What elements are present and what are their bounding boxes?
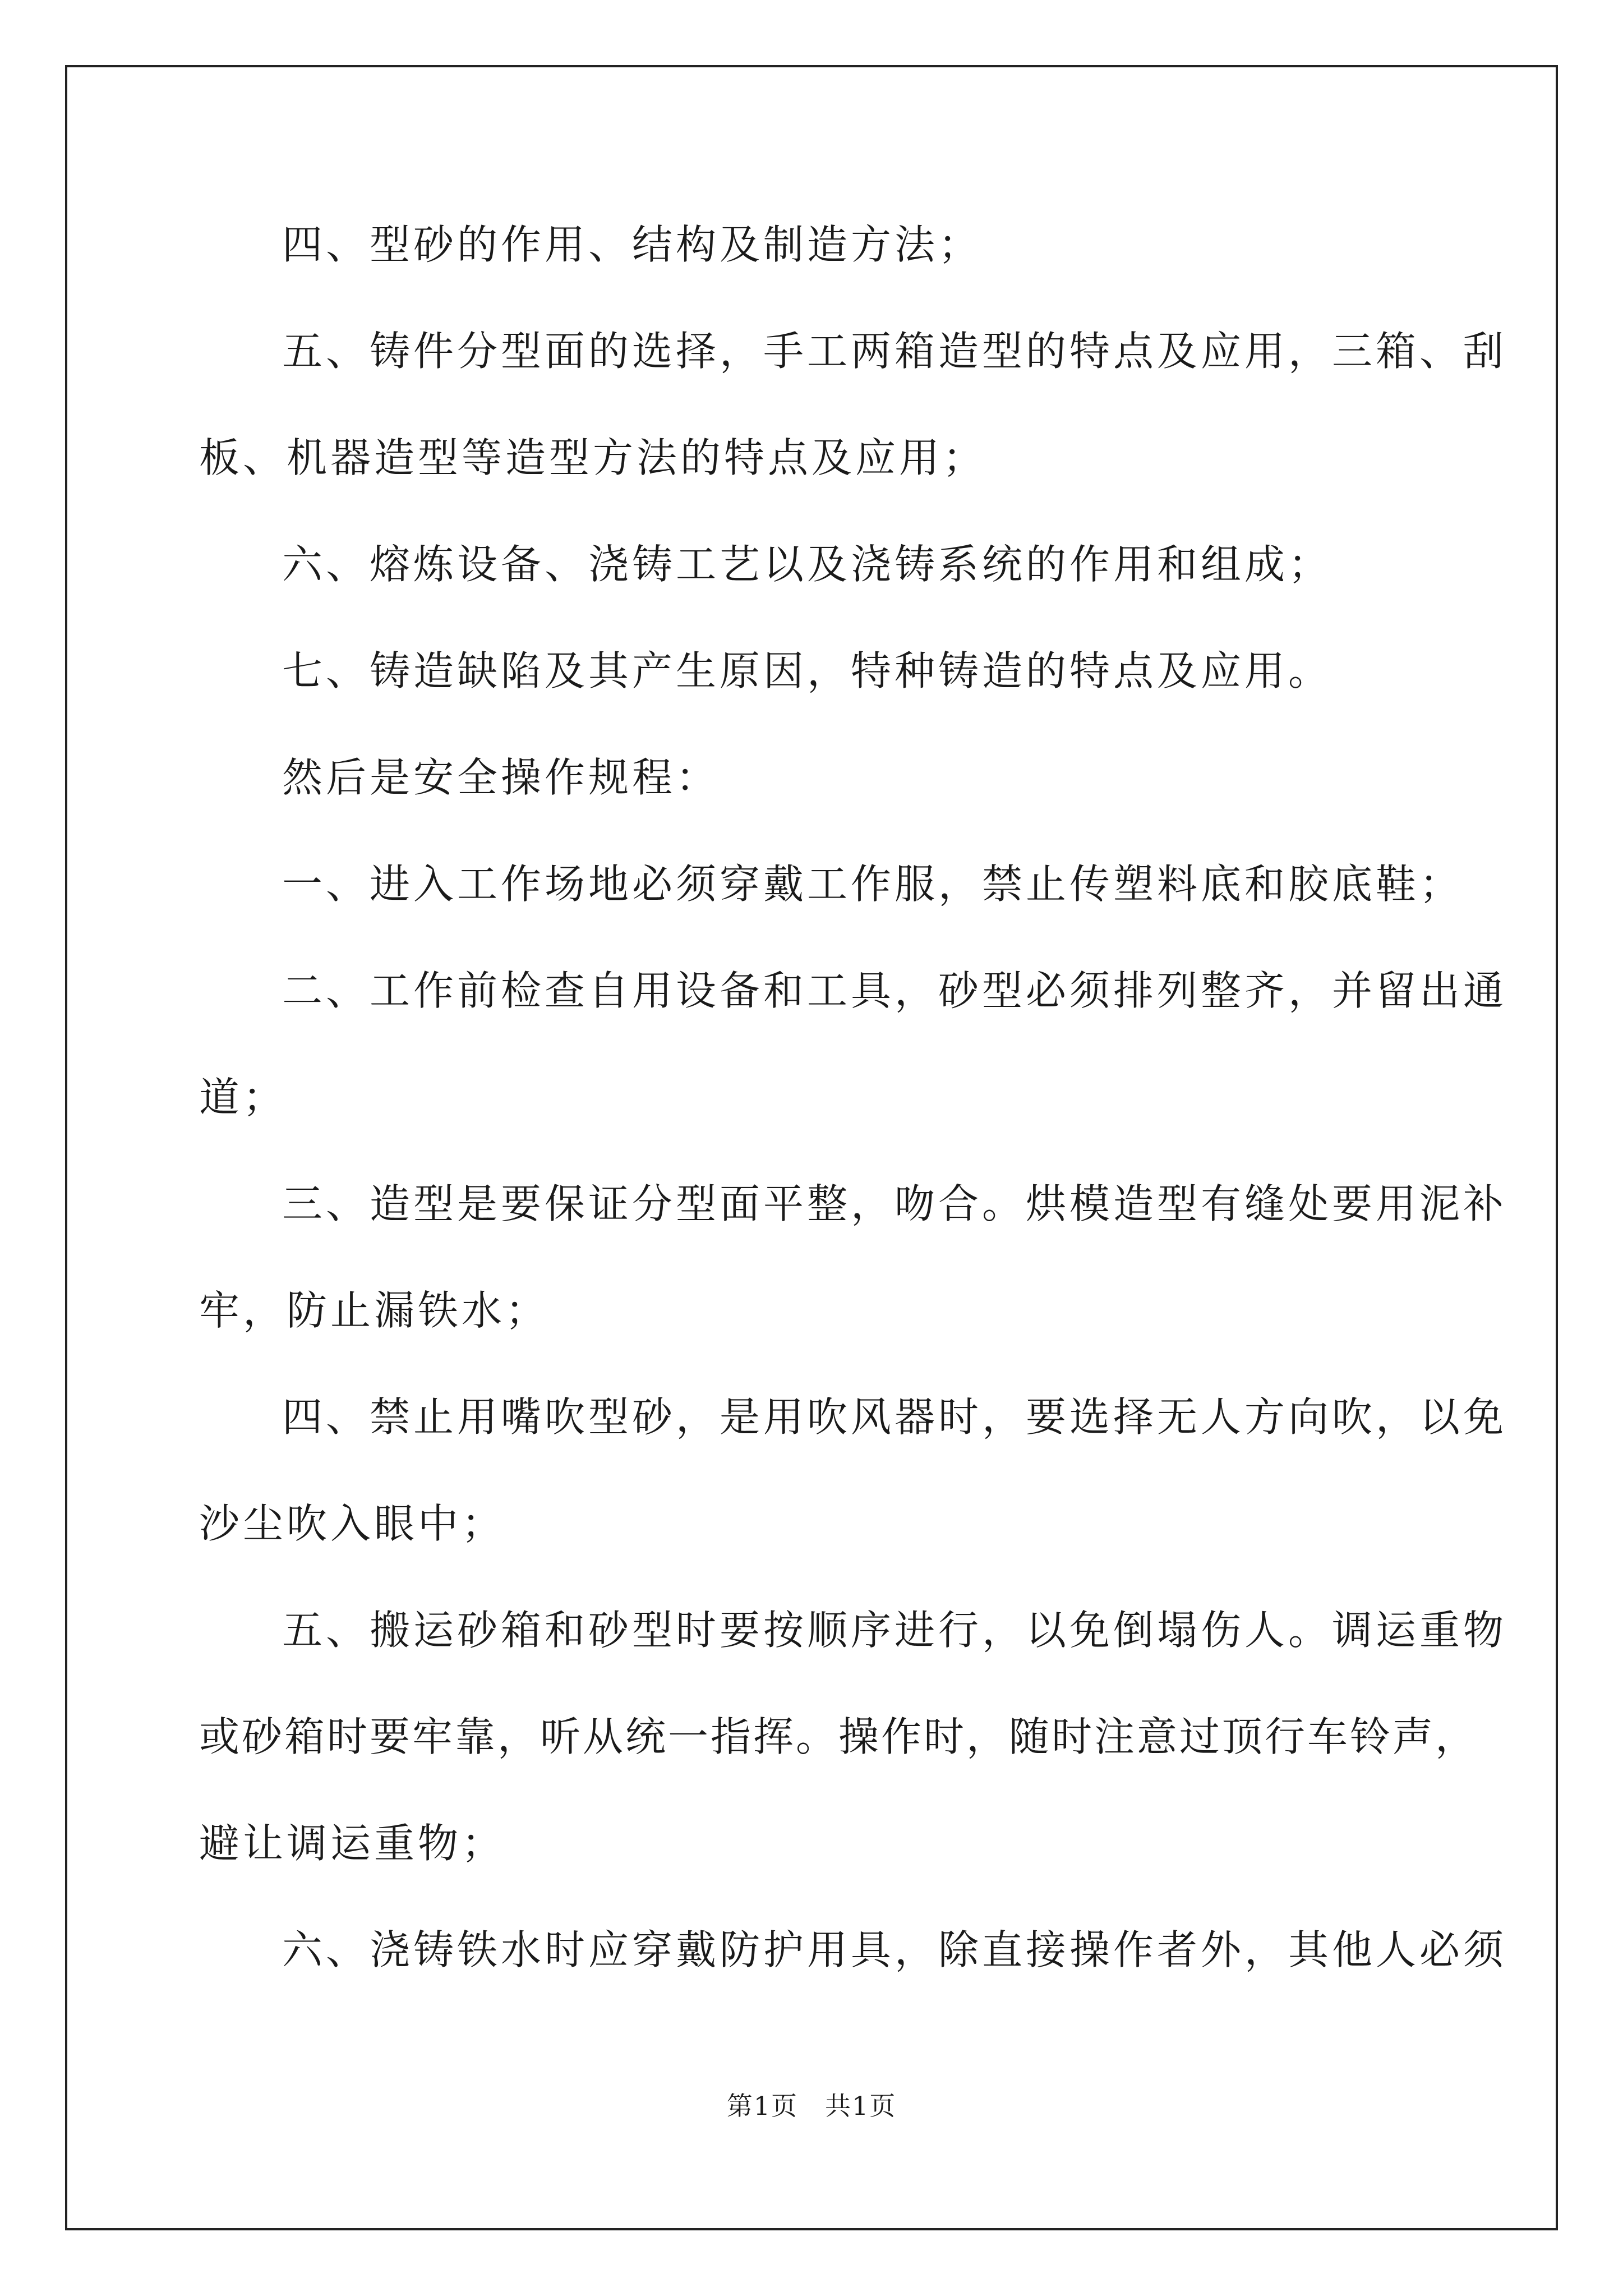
text-line: 二、工作前检查自用设备和工具，砂型必须排列整齐，并留出通	[282, 967, 1507, 1014]
text-line: 七、铸造缺陷及其产生原因，特种铸造的特点及应用。	[282, 647, 1332, 694]
text-line: 五、铸件分型面的选择，手工两箱造型的特点及应用，三箱、刮	[282, 328, 1507, 375]
text-line: 板、机器造型等造型方法的特点及应用；	[199, 434, 987, 481]
text-line: 六、浇铸铁水时应穿戴防护用具，除直接操作者外，其他人必须	[282, 1926, 1507, 1973]
text-line: 三、造型是要保证分型面平整，吻合。烘模造型有缝处要用泥补	[282, 1180, 1507, 1227]
text-line: 或砂箱时要牢靠，听从统一指挥。操作时，随时注意过顶行车铃声，	[199, 1713, 1478, 1760]
text-line: 避让调运重物；	[199, 1820, 506, 1867]
text-line: 四、型砂的作用、结构及制造方法；	[282, 221, 983, 268]
text-line: 一、进入工作场地必须穿戴工作服，禁止传塑料底和胶底鞋；	[282, 861, 1464, 908]
text-line: 五、搬运砂箱和砂型时要按顺序进行，以免倒塌伤人。调运重物	[282, 1607, 1507, 1654]
text-line: 道；	[199, 1074, 287, 1121]
text-line: 牢，防止漏铁水；	[199, 1287, 550, 1334]
text-line: 然后是安全操作规程：	[282, 754, 720, 801]
text-line: 沙尘吹入眼中；	[199, 1500, 506, 1547]
text-line: 六、熔炼设备、浇铸工艺以及浇铸系统的作用和组成；	[282, 541, 1332, 588]
text-line: 四、禁止用嘴吹型砂，是用吹风器时，要选择无人方向吹，以免	[282, 1393, 1507, 1441]
page-number-footer: 第1页 共1页	[726, 2091, 897, 2121]
